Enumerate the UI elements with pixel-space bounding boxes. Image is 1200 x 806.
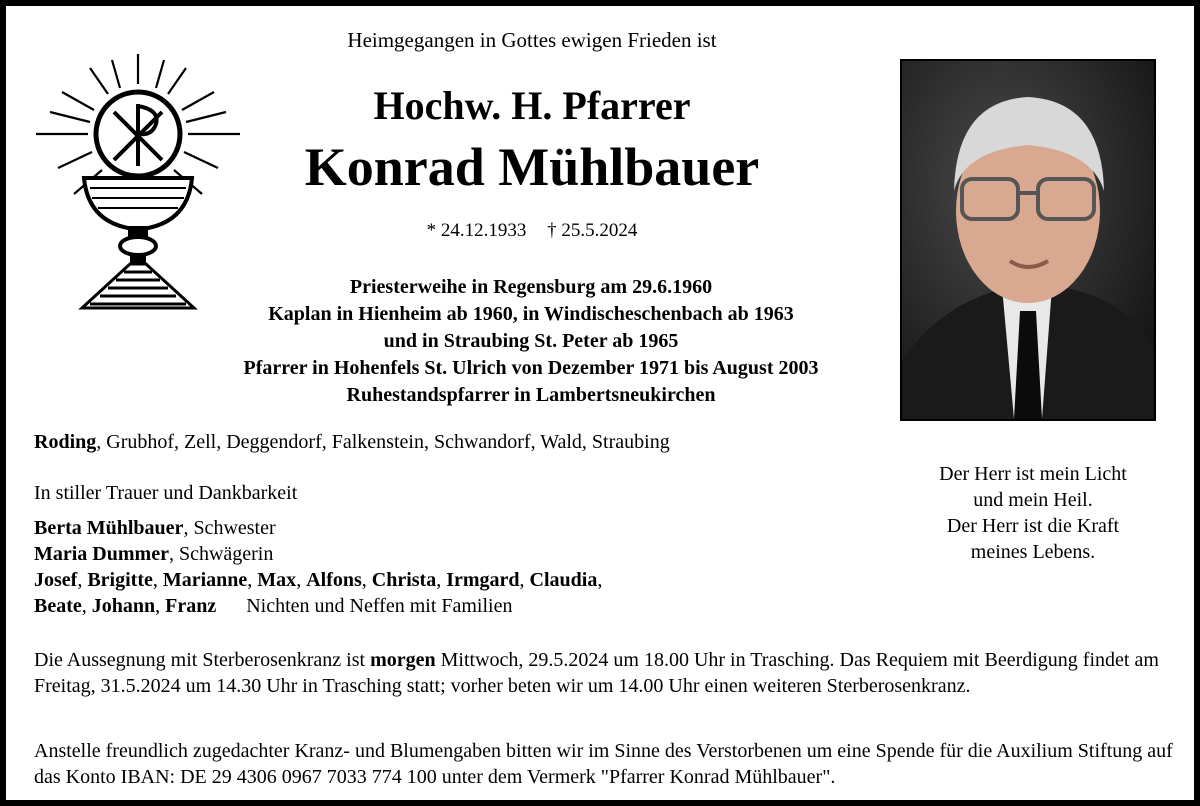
place-main: Roding xyxy=(34,431,97,453)
portrait-icon xyxy=(902,61,1154,419)
bible-quote xyxy=(903,461,1163,565)
career-line: Kaplan in Hienheim ab 1960, in Windischeschenbach ab 1963 xyxy=(268,303,794,325)
family-name: Josef xyxy=(34,569,78,591)
family-row xyxy=(34,515,602,541)
donation-info: Anstelle freundlich zugedachter Kranz- und Blumengaben bitten wir im Sinne des Verstorbenen um eine Spende für die Auxilium Stiftung auf das Konto IBAN: DE 29 4306 0967 7033 774 100 unter dem Vermerk "Pfarrer Konrad Mühlbauer". xyxy=(34,740,1173,788)
family-role: , Schwägerin xyxy=(168,543,274,565)
family-name: Christa xyxy=(371,569,437,591)
family-name: Beate xyxy=(34,595,82,617)
place-rest: , Grubhof, Zell, Deggendorf, Falkenstein, Schwandorf, Wald, Straubing xyxy=(96,431,670,453)
family-row xyxy=(34,541,602,567)
career-line: Priesterweihe in Regensburg am 29.6.1960 xyxy=(349,276,713,298)
family-name: Max xyxy=(257,569,297,591)
family-name: Johann xyxy=(91,595,156,617)
quote-line: Der Herr ist mein Licht xyxy=(939,463,1127,485)
family-name: Claudia xyxy=(529,569,598,591)
title-rank: Hochw. H. Pfarrer xyxy=(373,83,691,128)
career-list xyxy=(156,274,906,409)
mourning-line: In stiller Trauer und Dankbarkeit xyxy=(34,482,298,504)
career-line: und in Straubing St. Peter ab 1965 xyxy=(383,330,679,352)
life-dates xyxy=(332,220,732,242)
family-role: Nichten und Neffen mit Familien xyxy=(246,595,513,617)
quote-line: Der Herr ist die Kraft xyxy=(946,515,1120,537)
family-name: Franz xyxy=(165,595,217,617)
career-line: Pfarrer in Hohenfels St. Ulrich von Dezember 1971 bis August 2003 xyxy=(243,357,819,379)
family-name: Maria Dummer xyxy=(34,543,169,565)
funeral-text: Die Aussegnung mit Sterberosenkranz ist xyxy=(34,649,371,671)
birth-date: * 24.12.1933 xyxy=(426,220,527,241)
intro-line: Heimgegangen in Gottes ewigen Frieden ist xyxy=(347,28,717,52)
death-date: † 25.5.2024 xyxy=(547,220,638,241)
quote-line: und mein Heil. xyxy=(973,489,1093,511)
deceased-name: Konrad Mühlbauer xyxy=(304,137,760,197)
portrait-photo xyxy=(900,59,1156,421)
funeral-emphasis: morgen xyxy=(370,649,436,671)
family-row: Beate, Johann, Franz Nichten und Neffen mit Familien xyxy=(34,595,513,617)
family-name: Alfons xyxy=(306,569,362,591)
places-line xyxy=(34,431,670,454)
career-line: Ruhestandspfarrer in Lambertsneukirchen xyxy=(346,384,716,406)
funeral-text: Mittwoch, 29.5.2024 um 18.00 Uhr in Trasching. Das Requiem mit Beerdigung findet am Freitag, 31.5.2024 um 14.30 Uhr in Trasching statt; vorher beten wir um 14.00 Uhr einen weiteren Sterberosenkranz. xyxy=(34,649,1159,697)
family-role: , Schwester xyxy=(183,517,276,539)
family-name: Marianne xyxy=(162,569,248,591)
family-name: Irmgard xyxy=(446,569,520,591)
quote-line: meines Lebens. xyxy=(970,541,1096,563)
family-row: Josef, Brigitte, Marianne, Max, Alfons, Christa, Irmgard, Claudia, xyxy=(34,569,603,591)
family-list xyxy=(34,515,602,619)
family-name: Berta Mühlbauer xyxy=(34,517,184,539)
funeral-info xyxy=(34,647,1179,699)
family-name: Brigitte xyxy=(87,569,153,591)
